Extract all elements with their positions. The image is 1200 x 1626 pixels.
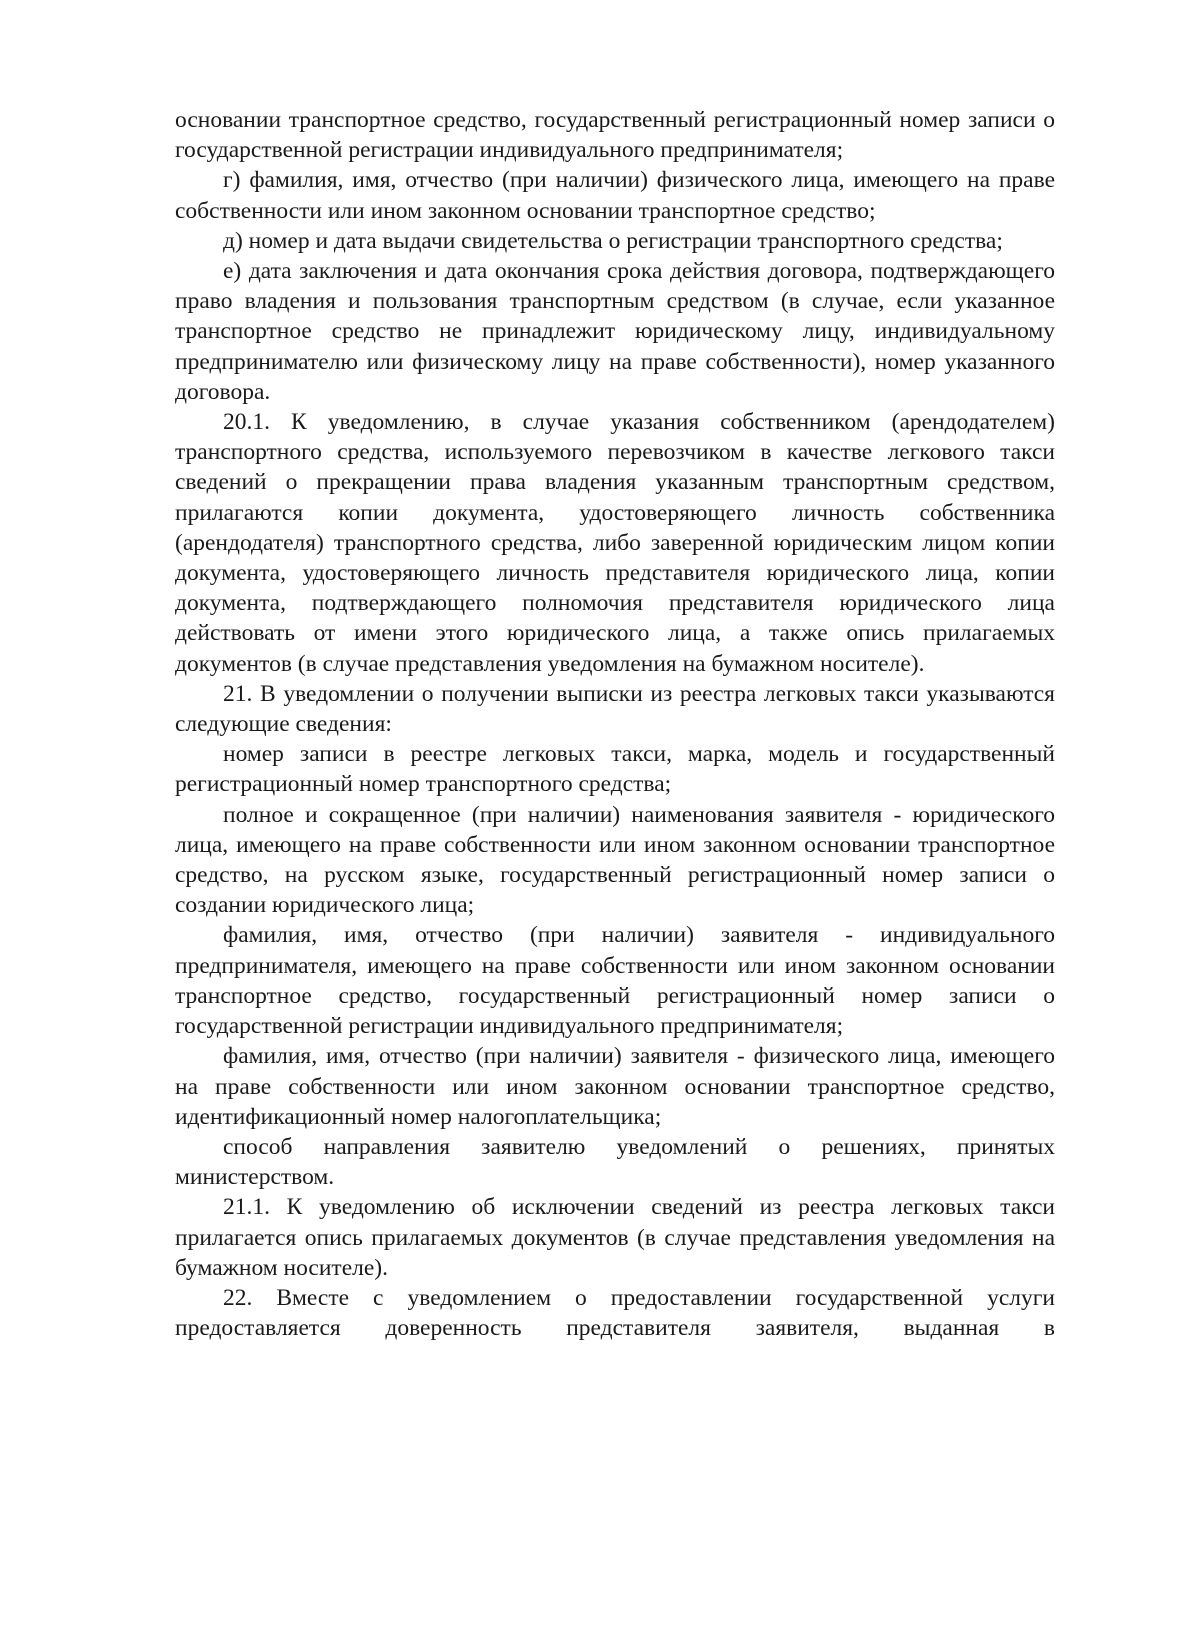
paragraph-21-record-number: номер записи в реестре легковых такси, марка, модель и государственный регистрационный номер транспортного средства; — [175, 741, 1055, 798]
paragraph-21-notification-method: способ направления заявителю уведомлений о решениях, принятых министерством. — [175, 1133, 1055, 1191]
paragraph-item-e: е) дата заключения и дата окончания срока действия договора, подтверждающего право владения и пользования транспортным средством (в случае, если указанное транспортное средство не принадлежит юридическому лицу, индивидуальному предпринимателю или физическому лицу на праве собственности), номер указанного договора. — [175, 258, 1055, 405]
paragraph-22: 22. Вместе с уведомлением о предоставлении государственной услуги предоставляется доверенность представителя заявителя, выданная в — [175, 1284, 1055, 1342]
paragraph-21-legal-entity: полное и сокращенное (при наличии) наименования заявителя - юридического лица, имеющего на праве собственности или ином законном основании транспортное средство, на русском языке, государственный регистрационный номер записи о создании юридического лица; — [175, 801, 1055, 919]
paragraph-item-d: д) номер и дата выдачи свидетельства о регистрации транспортного средства; — [223, 227, 1003, 254]
paragraph-21: 21. В уведомлении о получении выписки из реестра легковых такси указываются следующие сведения: — [175, 680, 1055, 738]
paragraph-20-1: 20.1. К уведомлению, в случае указания собственником (арендодателем) транспортного средства, используемого перевозчиком в качестве легкового такси сведений о прекращении права владения указанным транспортным средством, прилагаются копии документа, удостоверяющего личность собственника (арендодателя) транспортного средства, либо заверенной юридическим лицом копии документа, удостоверяющего личность представителя юридического лица, копии документа, подтверждающего полномочия представителя юридического лица действовать от имени этого юридического лица, а также опись прилагаемых документов (в случае представления уведомления на бумажном носителе). — [175, 409, 1055, 677]
paragraph-item-g: г) фамилия, имя, отчество (при наличии) физического лица, имеющего на праве собственности или ином законном основании транспортное средство; — [175, 167, 1055, 224]
paragraph-21-1: 21.1. К уведомлению об исключении сведений из реестра легковых такси прилагается опись прилагаемых документов (в случае представления уведомления на бумажном носителе). — [175, 1194, 1055, 1281]
document-page — [175, 105, 1055, 1343]
paragraph-continuation: основании транспортное средство, государственный регистрационный номер записи о государственной регистрации индивидуального предпринимателя; — [175, 107, 1055, 164]
paragraph-21-entrepreneur: фамилия, имя, отчество (при наличии) заявителя - индивидуального предпринимателя, имеющего на праве собственности или ином законном основании транспортное средство, государственный регистрационный номер записи о государственной регистрации индивидуального предпринимателя; — [175, 922, 1055, 1040]
paragraph-21-individual: фамилия, имя, отчество (при наличии) заявителя - физического лица, имеющего на праве собственности или ином законном основании транспортное средство, идентификационный номер налогоплательщика; — [175, 1043, 1055, 1130]
